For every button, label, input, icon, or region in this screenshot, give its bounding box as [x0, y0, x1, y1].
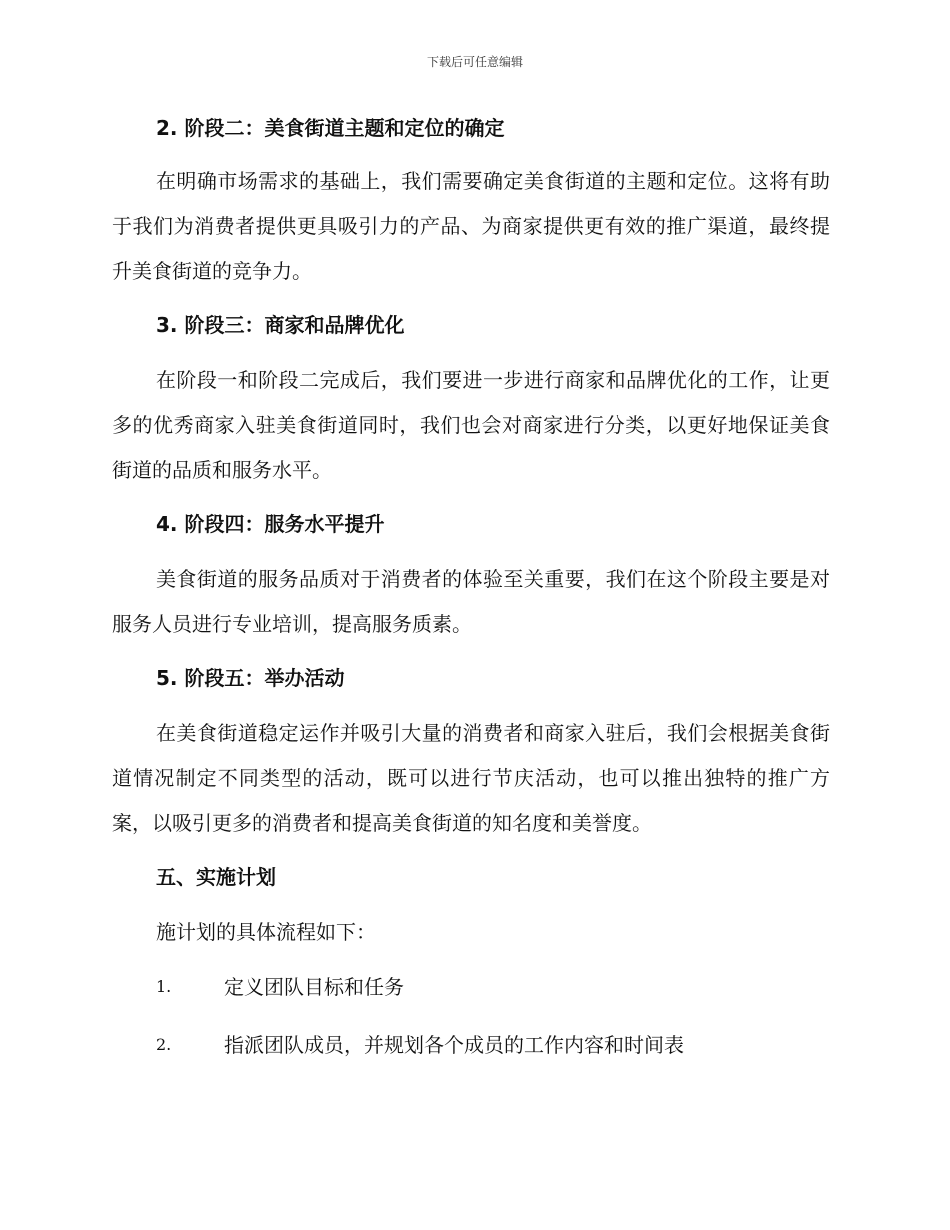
list-item-number: 2. [156, 1035, 172, 1054]
section-heading-stage-2: 2. 阶段二：美食街道主题和定位的确定 [156, 116, 505, 140]
section-heading-stage-3: 3. 阶段三：商家和品牌优化 [156, 313, 405, 337]
section-paragraph-stage-3: 在阶段一和阶段二完成后，我们要进一步进行商家和品牌优化的工作，让更多的优秀商家入驻美食街道同时，我们也会对商家进行分类，以更好地保证美食街道的品质和服务水平。 [112, 368, 830, 482]
list-item [112, 1027, 830, 1063]
section-heading-stage-4: 4. 阶段四：服务水平提升 [156, 512, 385, 536]
list-item-text: 指派团队成员，并规划各个成员的工作内容和时间表 [224, 1033, 684, 1057]
section-paragraph-stage-2: 在明确市场需求的基础上，我们需要确定美食街道的主题和定位。这将有助于我们为消费者提供更具吸引力的产品、为商家提供更有效的推广渠道，最终提升美食街道的竞争力。 [112, 169, 830, 283]
section-heading-stage-5: 5. 阶段五：举办活动 [156, 666, 345, 690]
document-body [112, 110, 830, 1063]
list-item-number: 1. [156, 977, 172, 996]
list-item-text: 定义团队目标和任务 [224, 975, 404, 999]
list-item [112, 969, 830, 1005]
page-header: 下载后可任意编辑 [426, 55, 523, 69]
section-paragraph-implementation: 施计划的具体流程如下： [156, 920, 376, 944]
section-paragraph-stage-5: 在美食街道稳定运作并吸引大量的消费者和商家入驻后，我们会根据美食街道情况制定不同类型的活动，既可以进行节庆活动，也可以推出独特的推广方案，以吸引更多的消费者和提高美食街道的知名度和美誉度。 [112, 721, 830, 835]
section-paragraph-stage-4: 美食街道的服务品质对于消费者的体验至关重要，我们在这个阶段主要是对服务人员进行专业培训，提高服务质素。 [112, 567, 830, 636]
section-heading-implementation: 五、实施计划 [156, 865, 276, 889]
